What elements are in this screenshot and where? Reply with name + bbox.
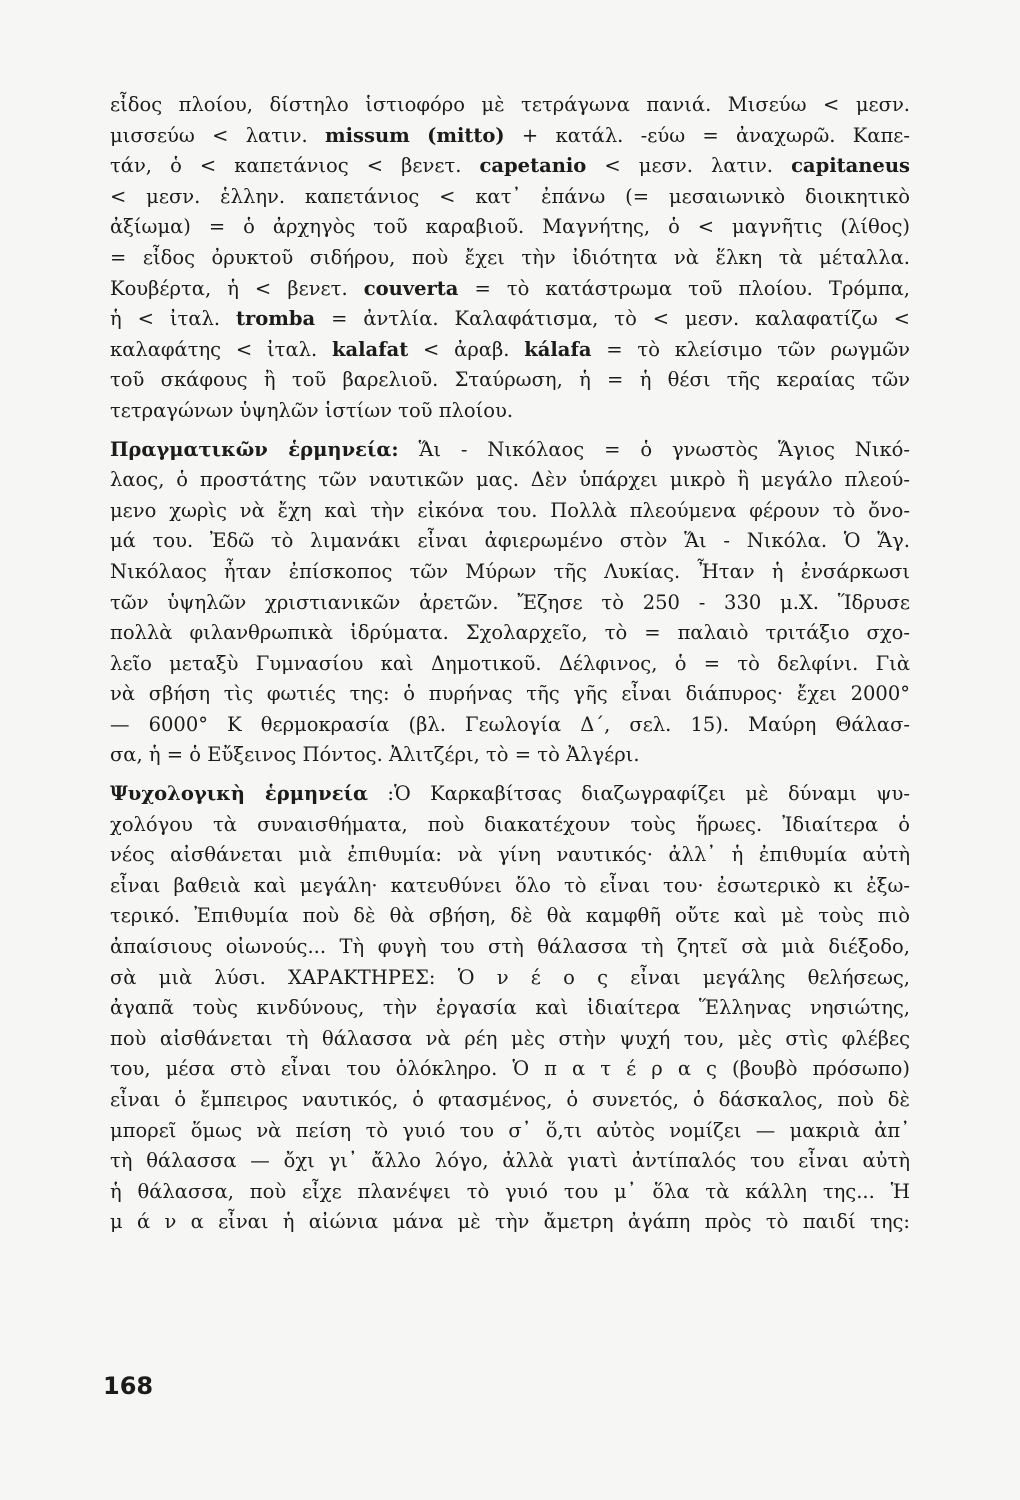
text-segment: του, μέσα στὸ εἶναι του ὁλόκληρο. Ὁ π α τ έ ρ α ς (βουβὸ πρόσωπο) <box>110 1057 910 1081</box>
text-segment: Νικόλαος ἦταν ἐπίσκοπος τῶν Μύρων τῆς Λυκίας. Ἦταν ἡ ἐνσάρκωσι <box>110 559 910 583</box>
text-segment: λαος, ὁ προστάτης τῶν ναυτικῶν μας. Δὲν ὑπάρχει μικρὸ ἢ μεγάλο πλεού- <box>110 468 910 492</box>
text-line <box>110 588 910 619</box>
text-line <box>110 151 910 182</box>
text-line <box>110 1207 910 1238</box>
text-segment: καλαφάτης < ἰταλ. <box>110 337 332 361</box>
text-segment: λεῖο μεταξὺ Γυμνασίου καὶ Δημοτικοῦ. Δέλφινος, ὁ = τὸ δελφίνι. Γιὰ <box>110 651 910 675</box>
text-line <box>110 212 910 243</box>
bold-term: Ψυχολογικὴ ἑρμηνεία <box>110 782 369 806</box>
text-segment: :Ὁ Καρκαβίτσας διαζωγραφίζει μὲ δύναμι ψυ- <box>368 782 910 806</box>
bold-term: kálafa <box>524 337 592 361</box>
text-line <box>110 435 910 466</box>
text-line <box>110 1024 910 1055</box>
text-segment: εἶναι ὁ ἔμπειρος ναυτικός, ὁ φτασμένος, ὁ συνετός, ὁ δάσκαλος, ποὺ δὲ <box>110 1088 910 1111</box>
text-segment: νὰ σβήση τὶς φωτιές της: ὁ πυρήνας τῆς γῆς εἶναι διάπυρος· ἔχει 2000° <box>110 682 910 706</box>
text-segment: ἀπαίσιους οἰωνούς... Τὴ φυγὴ του στὴ θάλασσα τὴ ζητεῖ σὰ μιὰ διέξοδο, <box>110 935 910 959</box>
text-line <box>110 335 910 366</box>
text-segment: μενο χωρὶς νὰ ἔχη καὶ τὴν εἰκόνα του. Πολλὰ πλεούμενα φέρουν τὸ ὄνο- <box>110 498 910 522</box>
text-segment: Ἅι - Νικόλαος = ὁ γνωστὸς Ἅγιος Νικό- <box>398 437 910 461</box>
text-segment: μισσεύω < λατιν. <box>110 123 325 147</box>
bold-term: missum <box>325 123 410 147</box>
text-line <box>110 779 910 810</box>
text-segment <box>410 124 427 147</box>
text-line <box>110 274 910 305</box>
text-line <box>110 710 910 741</box>
text-segment: < μεσν. ἑλλην. καπετάνιος < κατ᾿ ἐπάνω (= μεσαιωνικὸ διοικητικὸ <box>110 184 910 208</box>
text-segment: νέος αἰσθάνεται μιὰ ἐπιθυμία: νὰ γίνη ναυτικός· ἀλλ᾿ ἡ ἐπιθυμία αὐτὴ <box>110 843 910 867</box>
text-line <box>110 679 910 710</box>
text-segment: τὴ θάλασσα — ὄχι γι᾿ ἄλλο λόγο, ἀλλὰ γιατὶ ἀντίπαλός του εἶναι αὐτὴ <box>110 1149 910 1173</box>
text-line <box>110 993 910 1024</box>
text-segment: χολόγου τὰ συναισθήματα, ποὺ διακατέχουν τοὺς ἥρωες. Ἰδιαίτερα ὁ <box>110 812 910 836</box>
text-segment: τῶν ὑψηλῶν χριστιανικῶν ἀρετῶν. Ἔζησε τὸ 250 - 330 μ.Χ. Ἵδρυσε <box>110 590 910 614</box>
text-segment: μά του. Ἐδῶ τὸ λιμανάκι εἶναι ἀφιερωμένο στὸν Ἅι - Νικόλα. Ὁ Ἅγ. <box>110 529 910 553</box>
text-segment: μπορεῖ ὅμως νὰ πείση τὸ γυιό του σ᾿ ὅ,τι αὐτὸς νομίζει — μακριὰ ἀπ᾿ <box>110 1118 910 1142</box>
text-segment: σα, ἡ = ὁ Εὔξεινος Πόντος. Ἀλιτζέρι, τὸ = τὸ Ἀλγέρι. <box>110 743 640 767</box>
bold-term: tromba <box>235 307 316 331</box>
text-line <box>110 901 910 932</box>
text-segment: — 6000° K θερμοκρασία (βλ. Γεωλογία Δ΄, σελ. 15). Μαύρη Θάλασ- <box>110 712 910 736</box>
text-segment: Κουβέρτα, ἡ < βενετ. <box>110 276 364 300</box>
text-line <box>110 465 910 496</box>
text-segment: τάν, ὁ < καπετάνιος < βενετ. <box>110 154 480 178</box>
text-segment: = τὸ κλείσιμο τῶν ρωγμῶν <box>591 337 910 361</box>
text-line <box>110 396 910 427</box>
text-line <box>110 526 910 557</box>
text-segment: πολλὰ φιλανθρωπικὰ ἱδρύματα. Σχολαρχεῖο, τὸ = παλαιὸ τριτάξιο σχο- <box>110 621 910 645</box>
text-line <box>110 1177 910 1208</box>
text-line <box>110 182 910 213</box>
text-segment: ἡ < ἰταλ. <box>110 307 236 331</box>
text-line <box>110 557 910 588</box>
text-line <box>110 1085 910 1116</box>
text-segment: μ ά ν α εἶναι ἡ αἰώνια μάνα μὲ τὴν ἄμετρη ἀγάπη πρὸς τὸ παιδί της: <box>110 1210 910 1234</box>
bold-term: (mitto) <box>427 123 505 147</box>
bold-term: capetanio <box>479 154 587 178</box>
text-segment: ἀξίωμα) = ὁ ἀρχηγὸς τοῦ καραβιοῦ. Μαγνήτης, ὁ < μαγνῆτις (λίθος) <box>110 215 910 239</box>
text-line <box>110 740 910 771</box>
text-line <box>110 649 910 680</box>
text-segment: < μεσν. λατιν. <box>586 154 792 178</box>
text-line <box>110 243 910 274</box>
text-line <box>110 618 910 649</box>
body-text <box>110 90 910 1238</box>
text-line <box>110 810 910 841</box>
text-line <box>110 871 910 902</box>
text-segment: = ἀντλία. Καλαφάτισμα, τὸ < μεσν. καλαφατίζω < <box>315 307 910 331</box>
page-number: 168 <box>103 1372 154 1400</box>
text-segment: εἶδος πλοίου, δίστηλο ἱστιοφόρο μὲ τετράγωνα πανιά. Μισεύω < μεσν. <box>110 93 910 116</box>
text-segment: = τὸ κατάστρωμα τοῦ πλοίου. Τρόμπα, <box>458 276 910 300</box>
text-segment: ποὺ αἰσθάνεται τὴ θάλασσα νὰ ρέη μὲς στὴν ψυχή του, μὲς στὶς φλέβες <box>110 1026 910 1050</box>
bold-term: Πραγματικῶν ἑρμηνεία: <box>110 437 399 461</box>
text-line <box>110 963 910 994</box>
text-segment: + κατάλ. -εύω = ἀναχωρῶ. Καπε- <box>504 123 910 147</box>
text-line <box>110 121 910 152</box>
text-segment: τοῦ σκάφους ἢ τοῦ βαρελιοῦ. Σταύρωση, ἡ = ἡ θέσι τῆς κεραίας τῶν <box>110 368 910 392</box>
bold-term: couverta <box>363 276 459 300</box>
text-line <box>110 304 910 335</box>
text-line <box>110 932 910 963</box>
text-line <box>110 1146 910 1177</box>
text-line <box>110 90 910 121</box>
text-line <box>110 840 910 871</box>
text-segment: σὰ μιὰ λύσι. ΧΑΡΑΚΤΗΡΕΣ: Ὁ ν έ ο ς εἶναι μεγάλης θελήσεως, <box>110 965 910 989</box>
text-line <box>110 496 910 527</box>
text-segment: τετραγώνων ὑψηλῶν ἱστίων τοῦ πλοίου. <box>110 398 514 422</box>
text-line <box>110 365 910 396</box>
bold-term: capitaneus <box>791 154 910 178</box>
text-segment: = εἶδος ὀρυκτοῦ σιδήρου, ποὺ ἔχει τὴν ἰδιότητα νὰ ἕλκη τὰ μέταλλα. <box>110 245 910 269</box>
text-segment: < ἀραβ. <box>408 337 525 361</box>
text-line <box>110 1116 910 1147</box>
text-segment: εἶναι βαθειὰ καὶ μεγάλη· κατευθύνει ὅλο τὸ εἶναι του· ἐσωτερικὸ κι ἐξω- <box>110 873 910 897</box>
text-line <box>110 1054 910 1085</box>
text-segment: ἀγαπᾶ τοὺς κινδύνους, τὴν ἐργασία καὶ ἰδιαίτερα Ἕλληνας νησιώτης, <box>110 996 910 1020</box>
bold-term: kalafat <box>332 337 409 361</box>
text-segment: τερικό. Ἐπιθυμία ποὺ δὲ θὰ σβήση, δὲ θὰ καμφθῆ οὔτε καὶ μὲ τοὺς πιὸ <box>110 904 910 928</box>
text-segment: ἡ θάλασσα, ποὺ εἶχε πλανέψει τὸ γυιό του μ᾿ ὅλα τὰ κάλλη της... Ἡ <box>110 1179 910 1203</box>
